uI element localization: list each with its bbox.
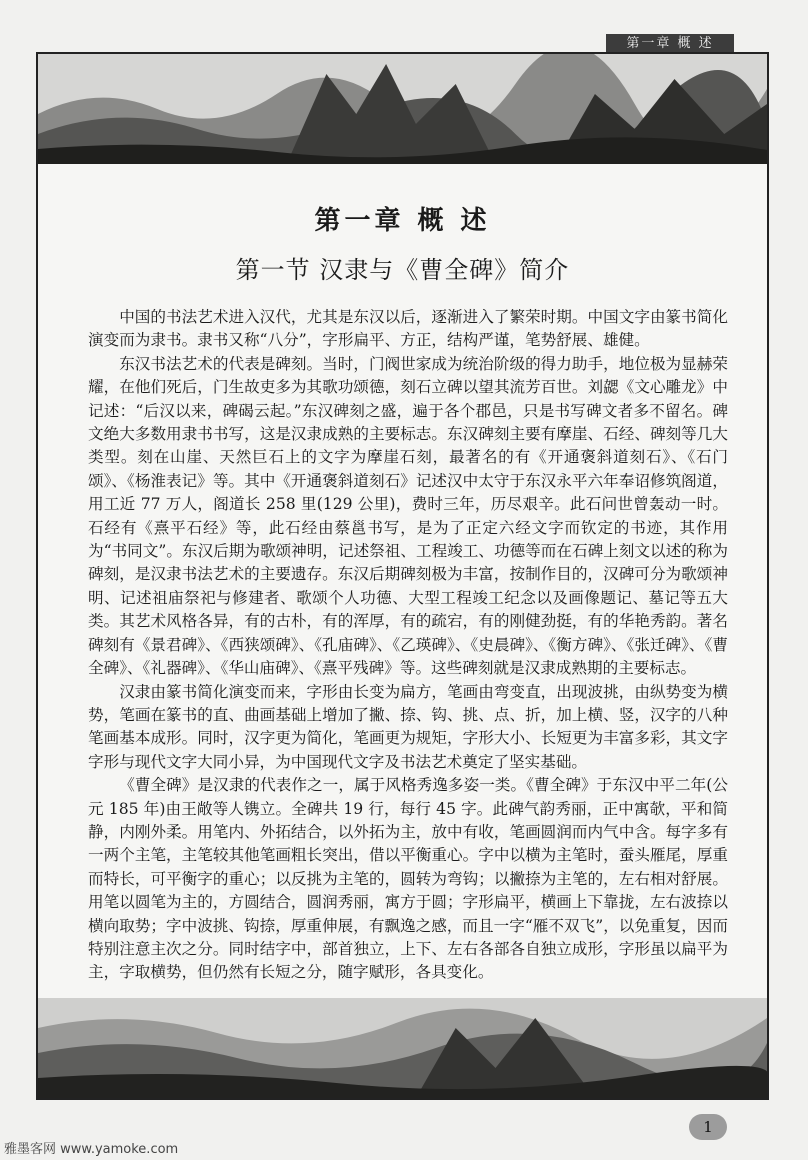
body-text xyxy=(88,306,728,985)
paragraph: 中国的书法艺术进入汉代，尤其是东汉以后，逐渐进入了繁荣时期。中国文字由篆书简化演变而为隶书。隶书又称“八分”，字形扁平、方正，结构严谨，笔势舒展、雄健。 xyxy=(88,308,728,350)
page-number: 1 xyxy=(689,1114,727,1140)
site-watermark: 雅墨客网 www.yamoke.com xyxy=(4,1142,179,1157)
landscape-footer-illustration xyxy=(38,998,767,1098)
landscape-banner-illustration xyxy=(38,54,767,164)
paragraph: 东汉书法艺术的代表是碑刻。当时，门阀世家成为统治阶级的得力助手，地位极为显赫荣耀，在他们死后，门生故吏多为其歌功颂德，刻石立碑以望其流芳百世。刘勰《文心雕龙》中记述：“后汉以来，碑碣云起。”东汉碑刻之盛，遍于各个郡邑，只是书写碑文者多不留名。碑文绝大多数用隶书书写，这是汉隶成熟的主要标志。东汉碑刻主要有摩崖、石经、碑刻等几大类型。刻在山崖、天然巨石上的文字为摩崖石刻，最著名的有《开通褒斜道刻石》、《石门颂》、《杨淮表记》等。其中《开通褒斜道刻石》记述汉中太守于东汉永平六年奉诏修筑阁道，用工近 77 万人，阁道长 258 里(129 公里)，费时三年，历尽艰辛。此石问世曾轰动一时。石经有《熹平石经》等，此石经由蔡邕书写，是为了正定六经文字而钦定的书迹，其作用为“书同文”。东汉后期为歌颂神明，记述祭祖、工程竣工、功德等而在石碑上刻文以述的称为碑刻，是汉隶书法艺术的主要遗存。东汉后期碑刻极为丰富，按制作目的，汉碑可分为歌颂神明、记述祖庙祭祀与修建者、歌颂个人功德、大型工程竣工纪念以及画像题记、墓记等五大类。其艺术风格各异，有的古朴，有的浑厚，有的疏宕，有的刚健劲挺，有的华艳秀韵。著名碑刻有《景君碑》、《西狭颂碑》、《孔庙碑》、《乙瑛碑》、《史晨碑》、《衡方碑》、《张迁碑》、《曹全碑》、《礼器碑》、《华山庙碑》、《熹平残碑》等。这些碑刻就是汉隶成熟期的主要标志。 xyxy=(88,354,728,678)
mountain-landscape-icon xyxy=(38,998,767,1098)
section-title: 第一节 汉隶与《曹全碑》简介 xyxy=(235,256,570,284)
chapter-title: 第一章 概 述 xyxy=(314,206,491,236)
page-frame xyxy=(36,52,769,1100)
chapter-header-tab: 第一章 概 述 xyxy=(606,34,734,54)
paragraph: 汉隶由篆书简化演变而来，字形由长变为扁方，笔画由弯变直，出现波挑，由纵势变为横势，笔画在篆书的直、曲画基础上增加了撇、捺、钩、挑、点、折，加上横、竖，汉字的八种笔画基本成形。同时，汉字更为简化，笔画更为规矩，字形大小、长短更为丰富多彩，其文字字形与现代文字大同小异，为中国现代文字及书法艺术奠定了坚实基础。 xyxy=(88,682,728,771)
paragraph: 《曹全碑》是汉隶的代表作之一，属于风格秀逸多姿一类。《曹全碑》于东汉中平二年(公元 185 年)由王敞等人镌立。全碑共 19 行，每行 45 字。此碑气韵秀丽，正中寓欹，平和简静，内刚外柔。用笔内、外拓结合，以外拓为主，放中有收，笔画圆润而内气中含。每字多有一两个主笔，主笔较其他笔画粗长突出，借以平衡重心。字中以横为主笔时，蚕头雁尾，厚重而特长，可平衡字的重心；以反挑为主笔的，圆转为弯钩；以撇捺为主笔的，左右相对舒展。用笔以圆笔为主的，方圆结合，圆润秀丽，寓方于圆；字形扁平，横画上下靠拢，左右波捺以横向取势；字中波挑、钩捺，厚重伸展，有飘逸之感，而且一字“雁不双飞”，以免重复，因而特别注意主次之分。同时结字中，部首独立，上下、左右各部各自独立成形，字形虽以扁平为主，字取横势，但仍然有长短之分，随字赋形，各具变化。 xyxy=(88,776,728,982)
mountain-landscape-icon xyxy=(38,54,767,164)
